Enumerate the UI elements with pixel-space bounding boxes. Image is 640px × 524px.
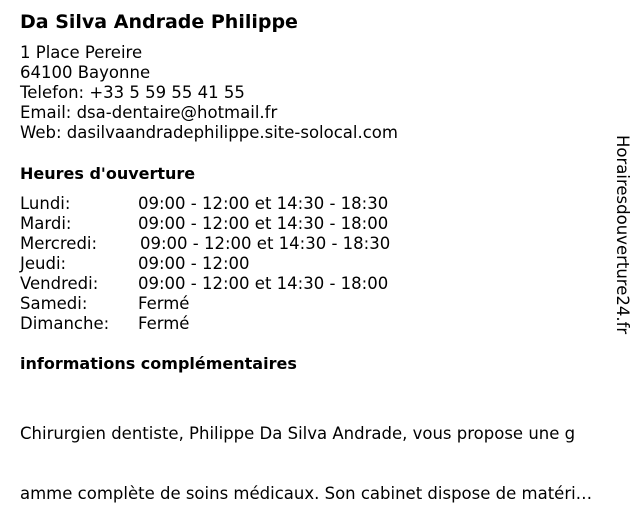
description-line: amme complète de soins médicaux. Son cabinet dispose de matéri… [20,484,593,503]
day-label: Jeudi: [20,254,67,273]
additional-info-heading: informations complémentaires [20,354,297,373]
business-name: Da Silva Andrade Philippe [20,11,298,33]
site-watermark: Horairesdouverture24.fr [613,135,632,335]
day-label: Vendredi: [20,274,99,293]
day-hours: 09:00 - 12:00 et 14:30 - 18:00 [138,214,389,233]
day-hours: 09:00 - 12:00 et 14:30 - 18:00 [138,274,389,293]
day-label: Samedi: [20,294,88,313]
day-hours: 09:00 - 12:00 et 14:30 - 18:30 [140,234,391,253]
day-hours: Fermé [138,294,190,313]
day-hours: Fermé [138,314,190,333]
day-label: Dimanche: [20,314,110,333]
day-hours: 09:00 - 12:00 et 14:30 - 18:30 [138,194,389,213]
address-city: 64100 Bayonne [20,63,151,82]
day-label: Mercredi: [20,234,98,253]
website-text: Web: dasilvaandradephilippe.site-solocal.com [20,123,398,142]
contact-block [20,43,398,143]
day-label: Lundi: [20,194,71,213]
description-line: Chirurgien dentiste, Philippe Da Silva Andrade, vous propose une g [20,424,576,443]
description-text [20,384,625,524]
day-hours: 09:00 - 12:00 [138,254,250,273]
phone-text: Telefon: +33 5 59 55 41 55 [20,83,245,102]
day-label: Mardi: [20,214,72,233]
email-text: Email: dsa-dentaire@hotmail.fr [20,103,278,122]
address-street: 1 Place Pereire [20,43,143,62]
opening-hours-heading: Heures d'ouverture [20,164,196,183]
